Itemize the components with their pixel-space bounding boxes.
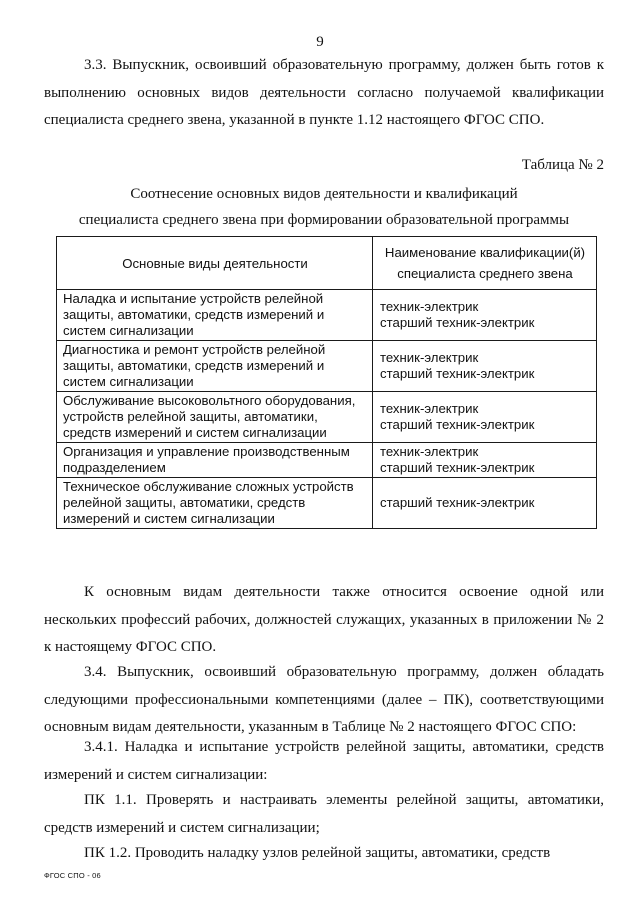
paragraph-3-4: 3.4. Выпускник, освоивший образовательную программу, должен обладать следующими профессиональными компетенциями (далее – ПК), соответствующими основным видам деятельности, указанным в Таблице № 2 настоящего ФГОС СПО: [44, 664, 604, 735]
footer-label: ФГОС СПО - 06 [44, 871, 101, 880]
qualification-line: старший техник-электрик [380, 366, 535, 381]
qualification-cell [373, 478, 597, 529]
qualification-cell [373, 443, 597, 478]
table-row [57, 341, 597, 392]
qualification-line: техник-электрик [380, 299, 479, 314]
qualification-cell [373, 341, 597, 392]
header-activities: Основные виды деятельности [57, 237, 373, 290]
qualification-table [56, 236, 597, 529]
qualification-line: старший техник-электрик [380, 460, 535, 475]
qualification-line: техник-электрик [380, 350, 479, 365]
paragraph-pk-1-2: ПК 1.2. Проводить наладку узлов релейной защиты, автоматики, средств [84, 845, 551, 861]
table-row [57, 290, 597, 341]
header-qualifications: Наименование квалификации(й) специалиста среднего звена [373, 237, 597, 290]
table-title-line-1: Соотнесение основных видов деятельности и квалификаций [130, 186, 518, 202]
table-caption: Таблица № 2 [521, 157, 604, 173]
activity-cell: Диагностика и ремонт устройств релейной защиты, автоматики, средств измерений и систем сигнализации [57, 341, 373, 392]
qualification-line: старший техник-электрик [380, 495, 535, 510]
activity-cell: Наладка и испытание устройств релейной защиты, автоматики, средств измерений и систем сигнализации [57, 290, 373, 341]
qualification-cell [373, 392, 597, 443]
paragraph-3-3: 3.3. Выпускник, освоивший образовательную программу, должен быть готов к выполнению основных видов деятельности согласно получаемой квалификации специалиста среднего звена, указанной в пункте 1.12 настоящего ФГОС СПО. [44, 57, 604, 128]
table-row [57, 443, 597, 478]
paragraph-also: К основным видам деятельности также относится освоение одной или нескольких профессий рабочих, должностей служащих, указанных в приложении № 2 к настоящему ФГОС СПО. [44, 584, 604, 655]
activity-cell: Обслуживание высоковольтного оборудования, устройств релейной защиты, автоматики, средств измерений и систем сигнализации [57, 392, 373, 443]
table-title-line-2: специалиста среднего звена при формировании образовательной программы [78, 212, 570, 228]
qualification-line: техник-электрик [380, 444, 479, 459]
activity-cell: Техническое обслуживание сложных устройств релейной защиты, автоматики, средств измерений и систем сигнализации [57, 478, 373, 529]
activity-cell: Организация и управление производственным подразделением [57, 443, 373, 478]
table-header-row [57, 237, 597, 290]
paragraph-pk-1-1: ПК 1.1. Проверять и настраивать элементы релейной защиты, автоматики, средств измерений и систем сигнализации; [44, 792, 604, 836]
table-title [44, 181, 604, 233]
paragraph-3-4-1: 3.4.1. Наладка и испытание устройств релейной защиты, автоматики, средств измерений и систем сигнализации: [44, 739, 604, 783]
qualification-line: старший техник-электрик [380, 417, 535, 432]
table-row [57, 392, 597, 443]
qualification-line: старший техник-электрик [380, 315, 535, 330]
page-number: 9 [316, 34, 324, 50]
qualification-line: техник-электрик [380, 401, 479, 416]
table-row [57, 478, 597, 529]
qualification-cell [373, 290, 597, 341]
